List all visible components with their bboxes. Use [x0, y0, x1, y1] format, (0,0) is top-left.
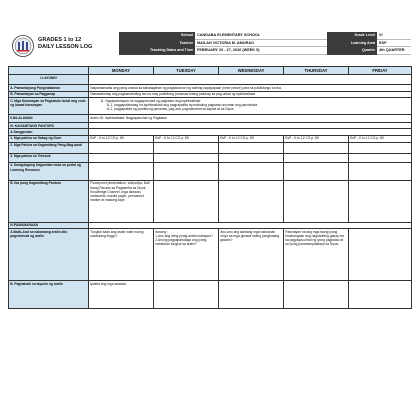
teacher-label: Teacher [119, 40, 195, 48]
empty-cell [284, 162, 349, 180]
pamamaraan-heading: IV.PAMAMARAAN [9, 222, 89, 228]
grade-value: VI [377, 32, 411, 40]
empty-cell [284, 142, 349, 153]
empty-cell [349, 142, 412, 153]
empty-cell [349, 162, 412, 180]
quarter-label: Quarter [327, 47, 377, 55]
nilalaman-label: II.NILALAMAN [9, 114, 89, 122]
iba-pang-kagamitan-label: B. Iba pang Kagamitang Panturo [9, 180, 89, 222]
grade-label: Grade Level [327, 32, 377, 40]
corner-cell [9, 67, 89, 75]
paghahabi-label: B. Paghahabi sa layunin ng aralin [9, 281, 89, 309]
empty-cell [219, 142, 284, 153]
day-friday: FRIDAY [349, 67, 412, 75]
kasanayan-line-1: 11. Napapatunayan na nagpapaunlad ng pagkatao ang ispiritwalidad [100, 98, 201, 103]
sanggunian-label: A.Sanggunian [9, 129, 89, 135]
dates-value: FEBRUARY 23 - 27, 2026 (WEEK 5) [195, 47, 327, 55]
layunin-cell [89, 75, 412, 85]
gabay-guro-friday: EsP - K to 12 CG p. 89 [349, 135, 412, 142]
empty-cell [284, 180, 349, 222]
gabay-guro-thursday: EsP - K to 12 CG p. 89 [284, 135, 349, 142]
day-header-row [9, 67, 412, 75]
kasanayan-cell [89, 97, 412, 114]
gabay-guro-monday: EsP - K to 12 CG p. 89 [89, 135, 154, 142]
paghahabi-monday: Ipakita ang mga larawan. [89, 281, 154, 309]
page-title: GRADES 1 to 12 DAILY LESSON LOG [38, 37, 93, 50]
empty-cell [89, 153, 154, 162]
empty-cell [89, 162, 154, 180]
area-label: Learning Area [327, 40, 377, 48]
pamantayan-pagganap-text: Naisasabuhay ang pagkamabuting tao na may positibong pananaw bilang patunay sa pag-unlad ng ispiritwalidad. [89, 91, 412, 97]
empty-cell [284, 153, 349, 162]
layunin-heading: I.LAYUNIN [9, 75, 89, 85]
gabay-guro-label: 1. Mga pahina sa Gabay ng Guro [9, 135, 89, 142]
iba-pang-kagamitan-text: Powerpoint presentation, videoclips, Bai'l Ibang Panaan sa Pagsamba sa Diyos, Knowledge Channel, mga larawan, metacards, manila paper, permanent marker at masking tape [89, 180, 154, 222]
empty-cell [219, 162, 284, 180]
kagamitang-panturo-heading: III. KAGAMITANG PANTURO [9, 122, 89, 128]
day-monday: MONDAY [89, 67, 154, 75]
quarter-value: 4th QUARTER [377, 47, 411, 55]
teacher-value: MAILAH VICTORIA M. AMURAO [195, 40, 327, 48]
pamantayang-pangnilalaman-text: Naipamamalas ang pang-unawa sa kahalagahan ng pagkakaroon ng sariling kapayapaan (inner peace) para sa pakikitungo sa iba. [89, 85, 412, 91]
nilalaman-text: Aralin 30: Ispiritwalidad: Nagpapaunlad ng Pagkatao [89, 114, 412, 122]
pamantayang-pangnilalaman-label: A. Pamantayang Pangnilalaman [9, 85, 89, 91]
balik-aral-monday: Tungkol saan ang aralin natin noong nakaraang linggo? [89, 229, 154, 281]
balik-aral-label: A.Balik-Aral sa nakaraang aralin at/o pagsisimula ng aralin [9, 229, 89, 281]
area-value: ESP [377, 40, 411, 48]
gabay-guro-tuesday: EsP - K to 12 CG p. 89 [154, 135, 219, 142]
empty-cell [349, 281, 412, 309]
day-thursday: THURSDAY [284, 67, 349, 75]
empty-cell [154, 162, 219, 180]
empty-cell [219, 180, 284, 222]
day-wednesday: WEDNESDAY [219, 67, 284, 75]
day-tuesday: TUESDAY [154, 67, 219, 75]
kasanayan-line-3: 11.2. pagpapakita ng positibong pananaw, pag-asa, pagmamahal sa kapwa at sa Diyos [106, 106, 234, 111]
school-value: CANDABA ELEMENTARY SCHOOL [195, 32, 327, 40]
pamantayan-pagganap-label: B. Pamantayan sa Pagganap [9, 91, 89, 97]
kasanayan-line-2: 11.1. pagpapaliwanag na ispiritwalidad ang pagpapakita ng mabuting pagkatao anuman ang paniniwala [106, 102, 258, 107]
empty-cell [219, 281, 284, 309]
gabay-guro-wednesday: EsP - K to 12 CG p. 89 [219, 135, 284, 142]
lesson-table [8, 66, 412, 309]
kagamitang-mag-aaral-label: 2. Mga Pahina sa Kagamitang Pang-Mag-aaral [9, 142, 89, 153]
empty-cell [154, 153, 219, 162]
empty-cell [89, 142, 154, 153]
header [8, 30, 411, 62]
daily-lesson-log [8, 30, 411, 392]
dates-label: Teaching Dates and Time [119, 47, 195, 55]
balik-aral-thursday: Patunayan na ang mga taong iyong hinahangaan ang nagsisilbing gabay mo sa pagpapa-unlad ng iyong pagkatao at sa iyong pananampalataya sa Diyos. [284, 229, 349, 281]
empty-cell [154, 180, 219, 222]
school-label: School [119, 32, 195, 40]
empty-cell [154, 142, 219, 153]
header-meta [119, 32, 411, 62]
empty-cell [154, 281, 219, 309]
teksbuk-label: 3. Mga pahina sa Teksbuk [9, 153, 89, 162]
deped-seal-icon [12, 35, 34, 57]
kasanayan-label: C. Mga Kasanayan sa Pagkatuto Isulat ang code ng bawat kasanayan [9, 97, 89, 114]
empty-cell [349, 153, 412, 162]
portal-label: 4. Karagdagang Kagamitan mula sa portal ng Learning Resource [9, 162, 89, 180]
empty-cell [349, 229, 412, 281]
empty-cell [284, 281, 349, 309]
empty-cell [349, 180, 412, 222]
balik-aral-wednesday: Ano-ano ang kanilang mga natutunan ninyo sa mga ginawa nating pangkatang gawain? [219, 229, 284, 281]
balik-aral-tuesday: Itanong : 1.Ano ang ating pinag-aralan kahapon? 2.Anong pagpapahalaga ang iyong natutuhan tungkol sa aralin? [154, 229, 219, 281]
empty-cell [219, 153, 284, 162]
